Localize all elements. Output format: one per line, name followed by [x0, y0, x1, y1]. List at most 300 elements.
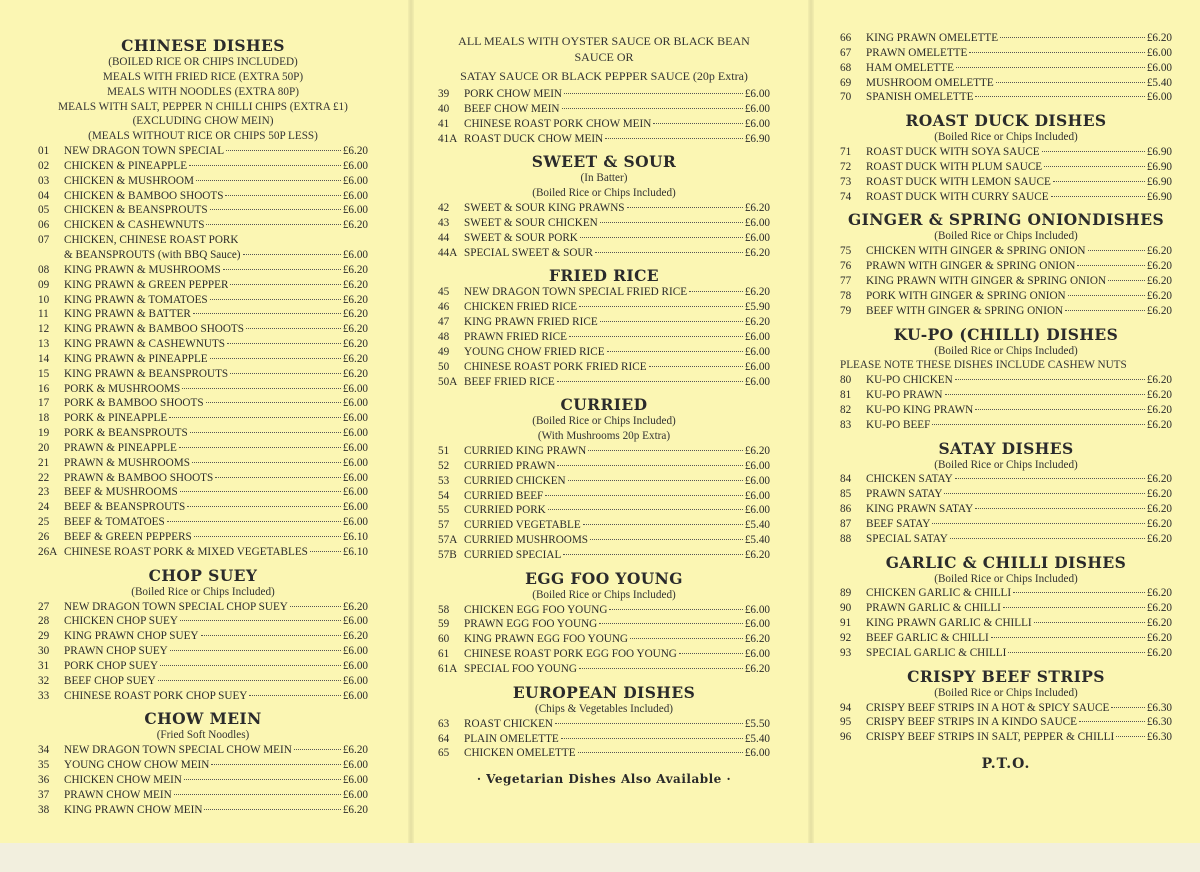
menu-item: [840, 244, 1172, 259]
item-price: £6.00: [342, 773, 368, 786]
item-name: SPANISH OMELETTE: [866, 91, 974, 104]
dot-leader: [600, 222, 743, 223]
menu-item-list: [438, 444, 770, 563]
dot-leader: [561, 738, 743, 739]
menu-section: [840, 439, 1172, 547]
item-name: CURRIED PRAWN: [464, 459, 556, 472]
item-price: £6.20: [342, 600, 368, 613]
dot-leader: [579, 306, 743, 307]
section-subtitle: (Boiled Rice or Chips Included): [532, 415, 676, 428]
menu-item-list: [38, 144, 368, 560]
menu-item: [438, 87, 770, 102]
item-price: £6.20: [342, 145, 368, 158]
item-name: SWEET & SOUR KING PRAWNS: [464, 202, 625, 215]
menu-item: [38, 367, 368, 382]
dot-leader: [170, 650, 341, 651]
dot-leader: [969, 52, 1144, 53]
item-price: £6.00: [744, 117, 770, 130]
dot-leader: [689, 291, 743, 292]
dot-leader: [223, 269, 341, 270]
menu-item-list: [840, 472, 1172, 546]
item-price: £6.00: [744, 360, 770, 373]
menu-item: [840, 601, 1172, 616]
item-number: 68: [840, 61, 852, 74]
menu-item: [840, 502, 1172, 517]
menu-item: [38, 203, 368, 218]
item-price: £6.20: [342, 803, 368, 816]
item-name: CHICKEN & BEANSPROUTS: [64, 204, 208, 217]
menu-item-list: [38, 743, 368, 817]
dot-leader: [1051, 196, 1145, 197]
menu-item: [38, 515, 368, 530]
item-number: 30: [38, 645, 50, 658]
item-number: 31: [38, 659, 50, 672]
item-name: NEW DRAGON TOWN SPECIAL FRIED RICE: [464, 286, 688, 299]
item-name: CHICKEN OMELETTE: [464, 747, 576, 760]
section-subtitle: (Boiled Rice or Chips Included): [934, 686, 1078, 699]
dot-leader: [545, 495, 743, 496]
menu-item-list: [840, 586, 1172, 660]
item-price: £6.20: [744, 202, 770, 215]
item-name: KU-PO KING PRAWN: [866, 403, 974, 416]
item-name: CHICKEN & BAMBOO SHOOTS: [64, 189, 224, 202]
item-number: 14: [38, 352, 50, 365]
item-price: £6.20: [342, 352, 368, 365]
item-number: 18: [38, 412, 50, 425]
item-number: 10: [38, 293, 50, 306]
item-number: 28: [38, 615, 50, 628]
item-price: £6.00: [342, 189, 368, 202]
item-price: £6.20: [1146, 532, 1172, 545]
menu-panel-left: [38, 34, 368, 818]
item-price: £6.20: [744, 246, 770, 259]
dot-leader: [569, 336, 743, 337]
item-number: 76: [840, 260, 852, 273]
item-price: £6.90: [1146, 190, 1172, 203]
dot-leader: [230, 284, 340, 285]
item-name: YOUNG CHOW CHOW MEIN: [64, 759, 210, 772]
item-price: £6.20: [744, 286, 770, 299]
dot-leader: [206, 224, 340, 225]
dot-leader: [595, 252, 743, 253]
item-price: £6.00: [744, 88, 770, 100]
item-number: 63: [438, 717, 450, 730]
item-name: PORK CHOP SUEY: [64, 659, 159, 672]
menu-section: [38, 709, 368, 817]
section-subtitle: MEALS WITH NOODLES (EXTRA 80P): [107, 85, 299, 98]
item-price: £5.40: [1146, 76, 1172, 89]
item-name: CHINESE ROAST PORK FRIED RICE: [464, 360, 647, 373]
menu-item: [840, 145, 1172, 160]
item-name: BEEF FRIED RICE: [464, 375, 555, 388]
dot-leader: [557, 381, 743, 382]
menu-item: [438, 360, 770, 375]
vegetarian-note: · Vegetarian Dishes Also Available ·: [476, 772, 732, 787]
item-name: CURRIED BEEF: [464, 489, 544, 502]
item-price: £6.00: [342, 674, 368, 687]
item-number: 48: [438, 330, 450, 343]
item-name: KING PRAWN EGG FOO YOUNG: [464, 633, 629, 646]
item-name: PORK CHOW MEIN: [464, 88, 562, 100]
item-name: KING PRAWN CHOP SUEY: [64, 630, 199, 643]
sauce-note: SATAY SAUCE OR BLACK PEPPER SAUCE (20p Extra): [460, 69, 748, 83]
menu-item: [840, 487, 1172, 502]
item-number: 66: [840, 32, 852, 44]
dot-leader: [174, 794, 341, 795]
item-name: NEW DRAGON TOWN SPECIAL CHOP SUEY: [64, 600, 288, 613]
item-number: 46: [438, 301, 450, 314]
item-price: £6.00: [744, 747, 770, 760]
item-price: £6.20: [1146, 617, 1172, 630]
section-subtitle: (Boiled Rice or Chips Included): [131, 585, 275, 598]
item-number: 41A: [438, 132, 458, 145]
item-price: £6.00: [744, 603, 770, 616]
menu-item: [438, 647, 770, 662]
item-price: £6.20: [1146, 488, 1172, 501]
menu-item: [38, 773, 368, 788]
menu-item: [38, 278, 368, 293]
menu-item: [38, 337, 368, 352]
item-name: PORK & BEANSPROUTS: [64, 427, 188, 440]
item-name: PORK & BAMBOO SHOOTS: [64, 397, 204, 410]
menu-item: [438, 285, 770, 300]
menu-section: [840, 553, 1172, 661]
menu-item: [38, 803, 368, 818]
dot-leader: [1042, 151, 1145, 152]
menu-item: [840, 259, 1172, 274]
item-price: £6.20: [1146, 418, 1172, 431]
item-number: 61: [438, 648, 450, 661]
item-price: £6.00: [342, 456, 368, 469]
dot-leader: [201, 635, 341, 636]
dot-leader: [190, 432, 341, 433]
menu-item: [840, 274, 1172, 289]
menu-item: [438, 375, 770, 390]
item-price: £6.20: [1146, 403, 1172, 416]
item-price: £6.20: [342, 630, 368, 643]
menu-item: [840, 631, 1172, 646]
menu-item: [38, 456, 368, 471]
menu-item: [38, 743, 368, 758]
item-price: £6.20: [342, 323, 368, 336]
item-name: ROAST DUCK WITH LEMON SAUCE: [866, 175, 1051, 188]
menu-item: [438, 632, 770, 647]
item-number: 59: [438, 618, 450, 631]
item-number: 50A: [438, 375, 458, 388]
item-name: ROAST DUCK WITH SOYA SAUCE: [866, 146, 1040, 159]
section-title: KU-PO (CHILLI) DISHES: [893, 324, 1119, 344]
menu-item-list: [38, 600, 368, 704]
item-number: 77: [840, 274, 852, 287]
item-name: BEEF SATAY: [866, 517, 931, 530]
item-number: 69: [840, 76, 852, 89]
item-number: 12: [38, 323, 50, 336]
section-subtitle: (Boiled Rice or Chips Included): [934, 344, 1078, 357]
fold-line-right: [808, 0, 814, 843]
dot-leader: [564, 93, 743, 94]
item-name: PRAWN FRIED RICE: [464, 330, 567, 343]
item-price: £6.90: [1146, 146, 1172, 159]
menu-item: [38, 644, 368, 659]
item-price: £6.00: [342, 204, 368, 217]
menu-section: [438, 266, 770, 389]
menu-item-list: [438, 87, 770, 146]
item-number: 32: [38, 674, 50, 687]
item-name: SWEET & SOUR PORK: [464, 231, 578, 244]
menu-item: [38, 500, 368, 515]
menu-item: [840, 304, 1172, 319]
item-price: £6.00: [342, 645, 368, 658]
item-number: 07: [38, 234, 50, 247]
menu-panel-right: [840, 31, 1172, 772]
item-name: KING PRAWN SATAY: [866, 503, 974, 516]
item-number: 54: [438, 489, 450, 502]
menu-item: [38, 218, 368, 233]
menu-item-list: [438, 603, 770, 677]
menu-section: [840, 667, 1172, 745]
menu-item: [438, 489, 770, 504]
section-subtitle: (Boiled Rice or Chips Included): [934, 572, 1078, 585]
section-title: CRISPY BEEF STRIPS: [907, 666, 1105, 686]
menu-item: [438, 330, 770, 345]
menu-item-list: [438, 285, 770, 389]
item-number: 34: [38, 744, 50, 757]
item-name: CHICKEN CHOP SUEY: [64, 615, 178, 628]
item-number: 96: [840, 731, 852, 744]
menu-item: [438, 662, 770, 677]
item-price: £6.90: [744, 132, 770, 145]
item-name: CHICKEN FRIED RICE: [464, 301, 578, 314]
item-number: 74: [840, 190, 852, 203]
item-name: PRAWN & PINEAPPLE: [64, 441, 177, 454]
item-number: 72: [840, 160, 852, 173]
item-price: £6.20: [1146, 517, 1172, 530]
dot-leader: [932, 523, 1145, 524]
section-subtitle: (Boiled Rice or Chips Included): [934, 230, 1078, 243]
menu-section: [38, 566, 368, 704]
item-name: CURRIED VEGETABLE: [464, 519, 581, 532]
item-name: CHICKEN WITH GINGER & SPRING ONION: [866, 245, 1086, 258]
menu-section: [438, 395, 770, 562]
item-name: CURRIED MUSHROOMS: [464, 534, 589, 547]
item-number: 90: [840, 602, 852, 615]
section-note: PLEASE NOTE THESE DISHES INCLUDE CASHEW NUTS: [840, 359, 1127, 372]
dot-leader: [194, 536, 341, 537]
item-price: £6.30: [1146, 701, 1172, 714]
item-name: BEEF WITH GINGER & SPRING ONION: [866, 304, 1064, 317]
item-number: 87: [840, 517, 852, 530]
section-subtitle: MEALS WITH FRIED RICE (EXTRA 50P): [102, 70, 304, 83]
dot-leader: [1044, 166, 1145, 167]
dot-leader: [583, 524, 743, 525]
item-number: 55: [438, 504, 450, 517]
item-number: 42: [438, 202, 450, 215]
section-title: SWEET & SOUR: [531, 152, 677, 172]
item-number: 82: [840, 403, 852, 416]
item-price: £6.20: [342, 308, 368, 321]
item-name: KING PRAWN & PINEAPPLE: [64, 352, 208, 365]
dot-leader: [607, 351, 743, 352]
item-number: 73: [840, 175, 852, 188]
item-price: £5.40: [744, 534, 770, 547]
dot-leader: [578, 752, 743, 753]
item-price: £6.20: [342, 293, 368, 306]
dot-leader: [210, 358, 341, 359]
item-name: CRISPY BEEF STRIPS IN A HOT & SPICY SAUCE: [866, 701, 1110, 714]
menu-item: [38, 396, 368, 411]
item-price: £6.20: [1146, 503, 1172, 516]
menu-item: [438, 117, 770, 132]
item-name: PRAWN SATAY: [866, 488, 943, 501]
item-number: 01: [38, 145, 50, 158]
menu-item: [840, 90, 1172, 105]
item-name: SPECIAL FOO YOUNG: [464, 663, 577, 675]
item-name: KING PRAWN OMELETTE: [866, 32, 999, 44]
dot-leader: [227, 343, 341, 344]
item-number: 04: [38, 189, 50, 202]
menu-item: [840, 289, 1172, 304]
item-price: £6.00: [342, 516, 368, 529]
menu-section: [840, 210, 1172, 318]
item-number: 57: [438, 519, 450, 532]
item-name: PRAWN CHOW MEIN: [64, 788, 172, 801]
item-number: 91: [840, 617, 852, 630]
item-number: 85: [840, 488, 852, 501]
menu-item: [38, 263, 368, 278]
item-number: 16: [38, 382, 50, 395]
item-name: BEEF GARLIC & CHILLI: [866, 632, 989, 644]
dot-leader: [996, 82, 1145, 83]
item-price: £6.20: [1146, 374, 1172, 387]
menu-item: [438, 300, 770, 315]
item-number: 36: [38, 773, 50, 786]
item-price: £6.20: [744, 548, 770, 561]
menu-item: [38, 600, 368, 615]
menu-section: [840, 111, 1172, 204]
menu-section: [438, 683, 770, 761]
item-name: ROAST DUCK WITH PLUM SAUCE: [866, 160, 1043, 173]
item-number: 11: [38, 308, 49, 321]
item-number: 89: [840, 587, 852, 600]
section-title: FRIED RICE: [548, 266, 660, 286]
menu-item: [38, 426, 368, 441]
item-price: £6.00: [342, 427, 368, 440]
item-price: £6.20: [1146, 587, 1172, 600]
menu-item: [38, 233, 368, 248]
section-title: CURRIED: [560, 395, 648, 415]
item-name: KU-PO BEEF: [866, 418, 931, 431]
menu-item: [840, 586, 1172, 601]
item-name: BEEF & GREEN PEPPERS: [64, 531, 192, 543]
item-price: £6.00: [342, 501, 368, 514]
item-number: 88: [840, 532, 852, 545]
menu-section: [38, 36, 368, 560]
dot-leader: [945, 394, 1145, 395]
item-price: £6.00: [1146, 91, 1172, 104]
dot-leader: [167, 521, 341, 522]
item-name: CHICKEN & PINEAPPLE: [64, 159, 188, 172]
item-number: 58: [438, 603, 450, 616]
item-name: CHICKEN & CASHEWNUTS: [64, 219, 205, 232]
menu-item: [38, 411, 368, 426]
item-name: KING PRAWN & BEANSPROUTS: [64, 367, 229, 380]
menu-item: [38, 674, 368, 689]
item-name: KING PRAWN & TOMATOES: [64, 293, 208, 306]
item-number: 25: [38, 516, 50, 529]
item-name: CURRIED KING PRAWN: [464, 445, 587, 458]
sauce-note: ALL MEALS WITH OYSTER SAUCE OR BLACK BEAN SAUCE OR: [458, 34, 750, 64]
item-name: NEW DRAGON TOWN SPECIAL CHOW MEIN: [64, 744, 292, 757]
item-name: CURRIED PORK: [464, 504, 546, 517]
dot-leader: [975, 96, 1144, 97]
dot-leader: [563, 554, 743, 555]
menu-item: [38, 382, 368, 397]
menu-item: [840, 190, 1172, 205]
item-price: £6.10: [342, 531, 368, 543]
item-price: £6.00: [744, 231, 770, 244]
menu-item-list: [840, 373, 1172, 432]
menu-item: [438, 315, 770, 330]
dot-leader: [609, 609, 742, 610]
item-name: KU-PO CHICKEN: [866, 374, 953, 387]
item-number: 09: [38, 278, 50, 291]
item-price: £6.90: [1146, 175, 1172, 188]
menu-item: [840, 730, 1172, 745]
dot-leader: [557, 465, 742, 466]
item-price: £6.20: [744, 316, 770, 329]
menu-item: [438, 444, 770, 459]
item-price: £6.20: [1146, 245, 1172, 258]
item-number: 60: [438, 633, 450, 646]
menu-item: [38, 788, 368, 803]
dot-leader: [1053, 181, 1145, 182]
menu-section: [840, 325, 1172, 433]
item-name: CHINESE ROAST PORK CHOP SUEY: [64, 689, 248, 702]
menu-item: [840, 46, 1172, 61]
item-price: £6.20: [1146, 274, 1172, 287]
item-price: £6.00: [744, 330, 770, 343]
dot-leader: [1111, 707, 1145, 708]
menu-item: [840, 76, 1172, 91]
item-number: 35: [38, 759, 50, 772]
dot-leader: [196, 180, 341, 181]
menu-item: [840, 160, 1172, 175]
menu-item: [438, 533, 770, 548]
item-price: £6.20: [342, 219, 368, 232]
menu-item-list: [840, 31, 1172, 105]
dot-leader: [627, 207, 743, 208]
item-name: KING PRAWN WITH GINGER & SPRING ONION: [866, 274, 1107, 287]
item-name: KING PRAWN & CASHEWNUTS: [64, 338, 226, 351]
dot-leader: [555, 723, 743, 724]
item-name: KING PRAWN & BATTER: [64, 308, 191, 321]
dot-leader: [562, 108, 743, 109]
dot-leader: [975, 508, 1145, 509]
item-name: BEEF & BEANSPROUTS: [64, 501, 186, 514]
item-number: 81: [840, 389, 852, 402]
section-subtitle: (With Mushrooms 20p Extra): [537, 430, 671, 443]
dot-leader: [630, 638, 743, 639]
menu-item: [840, 61, 1172, 76]
item-price: £6.00: [744, 474, 770, 487]
menu-item: [438, 459, 770, 474]
menu-item: [438, 132, 770, 147]
item-number: 17: [38, 397, 50, 410]
item-price: £6.20: [744, 663, 770, 675]
item-price: £6.10: [342, 545, 368, 558]
item-number: 57A: [438, 534, 458, 547]
item-number: 79: [840, 304, 852, 317]
